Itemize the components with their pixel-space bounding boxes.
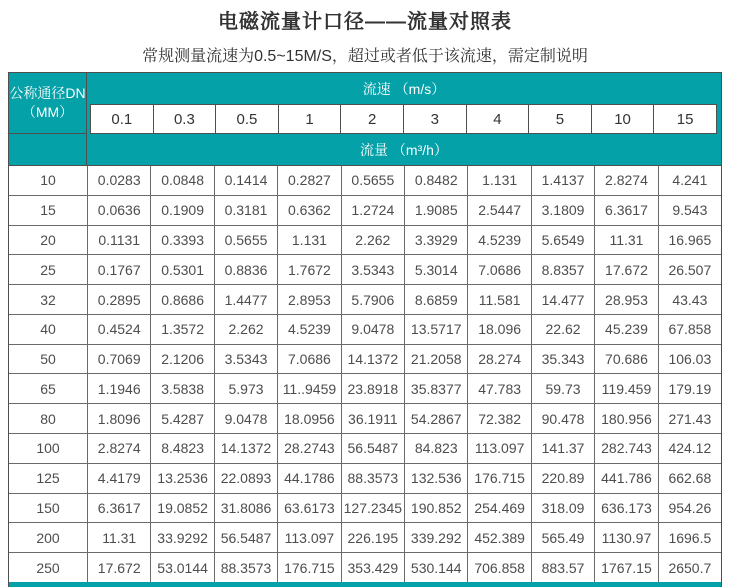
flow-value-cell: 4.5239 [467,226,530,255]
flow-value-cell: 6.3617 [87,494,150,523]
flow-value-cell: 271.43 [658,404,721,433]
flow-value-cell: 3.5343 [341,255,404,284]
flow-value-cell: 13.5717 [404,315,467,344]
table-row [9,552,721,582]
flow-value-cell: 88.3573 [214,553,277,582]
flow-value-cell: 1.131 [277,226,340,255]
table-header [9,73,721,134]
table-row [9,463,721,493]
flow-value-cell: 883.57 [531,553,594,582]
flow-value-cell: 2.8274 [594,166,657,195]
flow-value-cell: 47.783 [467,374,530,403]
dn-cell: 100 [9,434,87,463]
flow-value-cell: 119.459 [594,374,657,403]
dn-header-line2: （MM） [21,104,74,120]
flow-value-cell: 0.2827 [277,166,340,195]
flow-value-cell: 4.241 [658,166,721,195]
flow-value-cell: 8.4823 [150,434,213,463]
flow-value-cell: 17.672 [87,553,150,582]
flow-header-label: 流量 （m³/h） [360,141,448,158]
flow-value-cell: 1.9085 [404,196,467,225]
speed-header-label: 流速 （m/s） [362,80,446,97]
flow-value-cell: 35.8377 [404,374,467,403]
flow-value-cell: 4.5239 [277,315,340,344]
flow-value-cell: 282.743 [594,434,657,463]
table-row [9,403,721,433]
flow-value-cell: 176.715 [277,553,340,582]
dn-cell: 65 [9,374,87,403]
flow-value-cell: 9.543 [658,196,721,225]
table-row [9,344,721,374]
flow-value-cell: 141.37 [531,434,594,463]
speed-value-cell: 2 [340,104,404,134]
flow-value-cell: 31.8086 [214,494,277,523]
flow-value-cell: 88.3573 [341,464,404,493]
flow-value-cell: 5.6549 [531,226,594,255]
flow-value-cell: 1696.5 [658,523,721,552]
dn-cell: 40 [9,315,87,344]
flow-value-cell: 636.173 [594,494,657,523]
flow-value-cell: 565.49 [531,523,594,552]
flow-value-cell: 26.507 [658,255,721,284]
flow-value-cell: 0.7069 [87,345,150,374]
flow-value-cell: 56.5487 [341,434,404,463]
flow-value-cell: 23.8918 [341,374,404,403]
table-row [9,493,721,523]
flow-value-cell: 0.4524 [87,315,150,344]
flow-value-cell: 16.965 [658,226,721,255]
flow-value-cell: 14.477 [531,285,594,314]
flow-value-cell: 90.478 [531,404,594,433]
flow-value-cell: 1.3572 [150,315,213,344]
table-body [9,166,721,582]
flow-value-cell: 226.195 [341,523,404,552]
flow-value-cell: 1.7672 [277,255,340,284]
flow-value-cell: 1.131 [467,166,530,195]
flow-value-cell: 3.3929 [404,226,467,255]
dn-cell: 25 [9,255,87,284]
flow-value-cell: 72.382 [467,404,530,433]
flow-value-cell: 127.2345 [341,494,404,523]
flow-value-cell: 0.1909 [150,196,213,225]
flow-value-cell: 11.31 [87,523,150,552]
flow-value-cell: 14.1372 [341,345,404,374]
flow-value-cell: 3.1809 [531,196,594,225]
flow-value-cell: 424.12 [658,434,721,463]
flow-value-cell: 662.68 [658,464,721,493]
flow-value-cell: 2.262 [341,226,404,255]
dn-cell: 200 [9,523,87,552]
table-row [9,284,721,314]
flow-value-cell: 54.2867 [404,404,467,433]
flow-value-cell: 1.4477 [214,285,277,314]
flow-value-cell: 1.2724 [341,196,404,225]
dn-cell: 10 [9,166,87,195]
flow-value-cell: 441.786 [594,464,657,493]
flow-value-cell: 63.6173 [277,494,340,523]
flow-value-cell: 452.389 [467,523,530,552]
flow-value-cell: 353.429 [341,553,404,582]
flow-header-corner-cell [9,134,87,165]
flow-value-cell: 1767.15 [594,553,657,582]
flow-value-cell: 53.0144 [150,553,213,582]
flow-value-cell: 28.2743 [277,434,340,463]
flow-value-cell: 11.31 [594,226,657,255]
flow-value-cell: 530.144 [404,553,467,582]
speed-value-cell: 4 [466,104,530,134]
flow-value-cell: 2650.7 [658,553,721,582]
flow-value-cell: 0.2895 [87,285,150,314]
flow-value-cell: 954.26 [658,494,721,523]
table-row [9,195,721,225]
flow-value-cell: 190.852 [404,494,467,523]
speed-value-cell: 1 [278,104,342,134]
dn-cell: 150 [9,494,87,523]
dn-cell: 32 [9,285,87,314]
flow-value-cell: 0.1767 [87,255,150,284]
speed-value-cell: 5 [528,104,592,134]
dn-cell: 125 [9,464,87,493]
flow-value-cell: 9.0478 [341,315,404,344]
table-row [9,166,721,195]
flow-value-cell: 28.274 [467,345,530,374]
flow-value-cell: 18.096 [467,315,530,344]
flow-value-cell: 70.686 [594,345,657,374]
table-row [9,314,721,344]
flow-value-cell: 19.0852 [150,494,213,523]
dn-cell: 250 [9,553,87,582]
flow-value-cell: 0.1131 [87,226,150,255]
flow-value-cell: 28.953 [594,285,657,314]
flow-value-cell: 11.581 [467,285,530,314]
dn-cell: 80 [9,404,87,433]
flow-value-cell: 0.5301 [150,255,213,284]
page-subtitle: 常规测量流速为0.5~15M/S，超过或者低于该流速，需定制说明 [142,48,588,65]
flow-value-cell: 132.536 [404,464,467,493]
flow-value-cell: 1.1946 [87,374,150,403]
flow-value-cell: 67.858 [658,315,721,344]
flow-value-cell: 8.6859 [404,285,467,314]
speed-value-cell: 0.3 [153,104,217,134]
table-bottom-strip [9,582,721,587]
flow-value-cell: 220.89 [531,464,594,493]
dn-header-cell [9,73,87,134]
flow-value-cell: 35.343 [531,345,594,374]
flow-comparison-table [8,72,722,587]
flow-value-cell: 176.715 [467,464,530,493]
flow-value-cell: 2.1206 [150,345,213,374]
flow-value-cell: 0.3181 [214,196,277,225]
flow-value-cell: 59.73 [531,374,594,403]
flow-value-cell: 5.4287 [150,404,213,433]
speed-value-cell: 15 [653,104,717,134]
flow-value-cell: 21.2058 [404,345,467,374]
flow-value-cell: 56.5487 [214,523,277,552]
flow-value-cell: 0.8482 [404,166,467,195]
flow-value-cell: 2.8274 [87,434,150,463]
flow-value-cell: 3.5838 [150,374,213,403]
table-row [9,373,721,403]
flow-value-cell: 0.3393 [150,226,213,255]
flow-value-cell: 2.5447 [467,196,530,225]
dn-cell: 15 [9,196,87,225]
table-row [9,433,721,463]
flow-value-cell: 11..9459 [277,374,340,403]
dn-header-line1: 公称通径DN [9,85,86,101]
flow-value-cell: 14.1372 [214,434,277,463]
flow-value-cell: 113.097 [277,523,340,552]
flow-value-cell: 180.956 [594,404,657,433]
flow-value-cell: 3.5343 [214,345,277,374]
flow-value-cell: 0.1414 [214,166,277,195]
speed-value-cell: 0.5 [215,104,279,134]
flow-value-cell: 0.5655 [341,166,404,195]
flow-value-cell: 1.4137 [531,166,594,195]
page-title: 电磁流量计口径——流量对照表 [218,11,512,33]
flow-value-cell: 2.262 [214,315,277,344]
dn-cell: 20 [9,226,87,255]
flow-value-cell: 17.672 [594,255,657,284]
flow-value-cell: 22.0893 [214,464,277,493]
flow-value-cell: 2.8953 [277,285,340,314]
flow-value-cell: 0.0848 [150,166,213,195]
speed-value-cell: 0.1 [90,104,154,134]
flow-value-cell: 0.5655 [214,226,277,255]
table-row [9,225,721,255]
flow-value-cell: 339.292 [404,523,467,552]
flow-value-cell: 179.19 [658,374,721,403]
flow-value-cell: 318.09 [531,494,594,523]
speed-value-cell: 10 [591,104,655,134]
flow-value-cell: 5.7906 [341,285,404,314]
flow-value-cell: 706.858 [467,553,530,582]
speed-values-row [87,104,721,134]
flow-value-cell: 0.6362 [277,196,340,225]
flow-value-cell: 113.097 [467,434,530,463]
flow-value-cell: 18.0956 [277,404,340,433]
flow-value-cell: 9.0478 [214,404,277,433]
flow-value-cell: 6.3617 [594,196,657,225]
flow-value-cell: 13.2536 [150,464,213,493]
flow-value-cell: 0.0636 [87,196,150,225]
flow-value-cell: 44.1786 [277,464,340,493]
flow-value-cell: 8.8357 [531,255,594,284]
flow-value-cell: 254.469 [467,494,530,523]
dn-cell: 50 [9,345,87,374]
velocity-header-block [87,73,721,134]
flow-value-cell: 5.973 [214,374,277,403]
flow-header-row [9,134,721,166]
flow-value-cell: 1130.97 [594,523,657,552]
flow-value-cell: 84.823 [404,434,467,463]
flow-value-cell: 0.8686 [150,285,213,314]
flow-value-cell: 22.62 [531,315,594,344]
flow-value-cell: 1.8096 [87,404,150,433]
table-row [9,522,721,552]
flow-value-cell: 5.3014 [404,255,467,284]
flow-value-cell: 36.1911 [341,404,404,433]
flow-value-cell: 106.03 [658,345,721,374]
flow-value-cell: 33.9292 [150,523,213,552]
table-row [9,254,721,284]
flow-value-cell: 4.4179 [87,464,150,493]
flow-value-cell: 0.8836 [214,255,277,284]
flow-value-cell: 0.0283 [87,166,150,195]
speed-value-cell: 3 [403,104,467,134]
flow-value-cell: 7.0686 [467,255,530,284]
flow-value-cell: 43.43 [658,285,721,314]
flow-value-cell: 7.0686 [277,345,340,374]
flow-value-cell: 45.239 [594,315,657,344]
